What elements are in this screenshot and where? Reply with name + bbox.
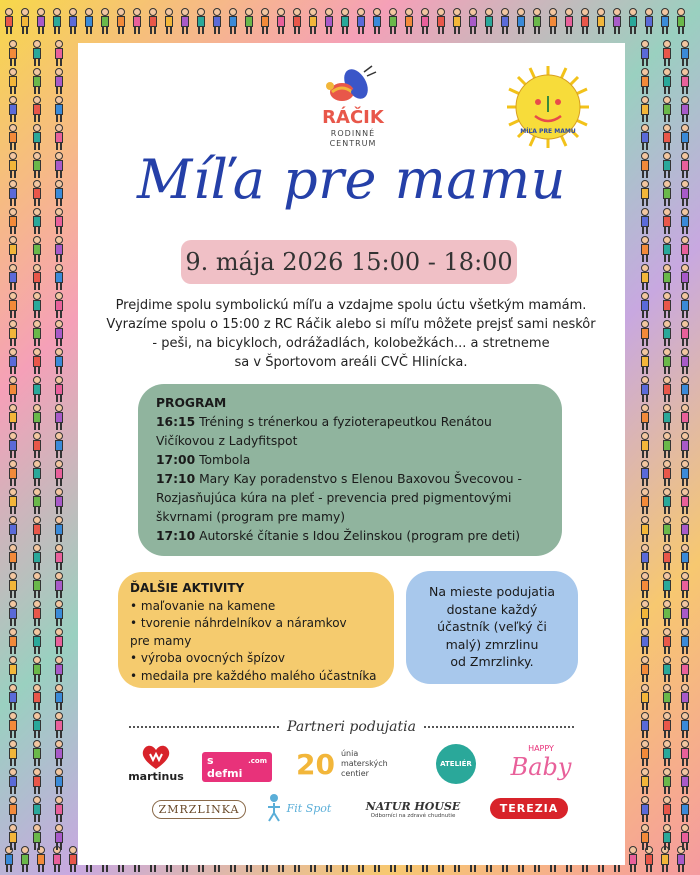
happy-baby-logo bbox=[504, 738, 578, 786]
border-child-figure bbox=[68, 846, 78, 872]
border-child-figure bbox=[680, 824, 690, 850]
racik-sub2: CENTRUM bbox=[329, 139, 377, 148]
border-child-figure bbox=[680, 544, 690, 570]
terezia-text: TEREZIA bbox=[499, 801, 559, 815]
border-child-figure bbox=[8, 180, 18, 206]
border-child-figure bbox=[8, 264, 18, 290]
border-child-figure bbox=[54, 824, 64, 850]
border-child-figure bbox=[662, 600, 672, 626]
gift-line: od Zmrzlinky. bbox=[450, 654, 534, 669]
racik-name: RÁČIK bbox=[322, 107, 384, 128]
border-child-figure bbox=[640, 488, 650, 514]
intro-text bbox=[95, 296, 607, 372]
border-child-figure bbox=[32, 544, 42, 570]
program-item bbox=[156, 527, 544, 546]
border-child-figure bbox=[680, 768, 690, 794]
unia-number: 20 bbox=[296, 747, 335, 781]
border-child-figure bbox=[8, 628, 18, 654]
border-child-figure bbox=[662, 348, 672, 374]
naturhouse-logo bbox=[356, 794, 470, 824]
border-child-figure bbox=[640, 404, 650, 430]
border-child-figure bbox=[640, 544, 650, 570]
gift-line: Na mieste podujatia bbox=[428, 584, 555, 599]
border-child-figure bbox=[8, 320, 18, 346]
border-child-figure bbox=[640, 628, 650, 654]
gift-line: dostane každý bbox=[446, 601, 538, 617]
border-child-figure bbox=[32, 684, 42, 710]
border-child-figure bbox=[32, 208, 42, 234]
border-child-figure bbox=[662, 572, 672, 598]
racik-logo bbox=[318, 62, 388, 157]
border-child-figure bbox=[564, 8, 574, 34]
border-child-figure bbox=[516, 8, 526, 34]
border-child-figure bbox=[628, 846, 638, 872]
border-child-figure bbox=[32, 348, 42, 374]
border-child-figure bbox=[54, 124, 64, 150]
border-child-figure bbox=[54, 180, 64, 206]
border-child-figure bbox=[276, 8, 286, 34]
border-child-figure bbox=[662, 516, 672, 542]
border-child-figure bbox=[132, 8, 142, 34]
border-child-figure bbox=[8, 656, 18, 682]
border-child-figure bbox=[32, 460, 42, 486]
border-child-figure bbox=[164, 8, 174, 34]
border-child-figure bbox=[680, 40, 690, 66]
unia-text: centier bbox=[340, 769, 369, 778]
border-child-figure bbox=[54, 292, 64, 318]
border-child-figure bbox=[8, 124, 18, 150]
border-child-figure bbox=[680, 96, 690, 122]
program-time: 17:10 bbox=[156, 472, 196, 486]
border-child-figure bbox=[32, 320, 42, 346]
border-child-figure bbox=[32, 628, 42, 654]
border-child-figure bbox=[680, 236, 690, 262]
sdefmi-logo bbox=[202, 752, 272, 782]
border-child-figure bbox=[680, 376, 690, 402]
border-child-figure bbox=[32, 68, 42, 94]
border-child-figure bbox=[640, 768, 650, 794]
border-child-figure bbox=[680, 432, 690, 458]
border-child-figure bbox=[8, 432, 18, 458]
border-child-figure bbox=[640, 180, 650, 206]
border-child-figure bbox=[680, 460, 690, 486]
border-child-figure bbox=[680, 656, 690, 682]
program-box bbox=[138, 384, 562, 556]
border-child-figure bbox=[244, 8, 254, 34]
border-child-figure bbox=[662, 376, 672, 402]
border-child-figure bbox=[52, 8, 62, 34]
border-child-figure bbox=[212, 8, 222, 34]
border-child-figure bbox=[32, 40, 42, 66]
border-child-figure bbox=[54, 236, 64, 262]
intro-line: - peši, na bicykloch, odrážadlách, kolobežkách... a stretneme bbox=[152, 336, 550, 351]
border-child-figure bbox=[54, 40, 64, 66]
border-child-figure bbox=[54, 348, 64, 374]
naturhouse-subtext: Odborníci na zdravé chudnutie bbox=[370, 812, 456, 819]
border-child-figure bbox=[662, 488, 672, 514]
border-child-figure bbox=[680, 516, 690, 542]
border-child-figure bbox=[640, 712, 650, 738]
border-child-figure bbox=[680, 292, 690, 318]
border-child-figure bbox=[662, 460, 672, 486]
border-child-figure bbox=[8, 740, 18, 766]
intro-line: Prejdime spolu symbolickú míľu a vzdajme spolu úctu všetkým mamám. bbox=[115, 298, 587, 313]
border-child-figure bbox=[8, 152, 18, 178]
intro-line: Vyrazíme spolu o 15:00 z RC Ráčik alebo si míľu môžete prejsť sami neskôr bbox=[106, 317, 596, 332]
program-time: 17:00 bbox=[156, 453, 196, 467]
border-child-figure bbox=[640, 348, 650, 374]
border-child-figure bbox=[596, 8, 606, 34]
atelier-text: ATELIÉR bbox=[440, 760, 472, 768]
program-desc: Mary Kay poradenstvo s Elenou Baxovou Švecovou - bbox=[195, 472, 522, 486]
border-child-figure bbox=[662, 432, 672, 458]
border-child-figure bbox=[32, 432, 42, 458]
border-child-figure bbox=[662, 656, 672, 682]
program-desc-cont: škvrnami (program pre mamy) bbox=[156, 510, 346, 524]
terezia-logo bbox=[486, 795, 572, 821]
border-child-figure bbox=[640, 376, 650, 402]
program-item bbox=[156, 413, 544, 432]
border-child-figure bbox=[640, 740, 650, 766]
border-child-figure bbox=[8, 68, 18, 94]
border-child-figure bbox=[32, 712, 42, 738]
border-child-figure bbox=[196, 8, 206, 34]
event-date: 9. mája 2026 15:00 - 18:00 bbox=[181, 240, 517, 284]
border-child-figure bbox=[32, 600, 42, 626]
gift-line: účastník (veľký či bbox=[437, 619, 547, 634]
atelier-logo bbox=[433, 741, 479, 787]
ice-cream-info-box bbox=[406, 571, 578, 684]
border-child-figure bbox=[8, 516, 18, 542]
activity-line: • výroba ovocných špízov bbox=[130, 651, 285, 665]
intro-line: sa v Športovom areáli CVČ Hlinícka. bbox=[234, 355, 468, 370]
border-child-figure bbox=[676, 8, 686, 34]
border-child-figure bbox=[54, 796, 64, 822]
border-child-figure bbox=[680, 124, 690, 150]
border-child-figure bbox=[32, 124, 42, 150]
program-desc-cont: Vičíkovou z Ladyfitspot bbox=[156, 434, 298, 448]
border-child-figure bbox=[640, 516, 650, 542]
unia-materskych-centier-logo bbox=[296, 744, 406, 784]
border-child-figure bbox=[640, 796, 650, 822]
happy-text: HAPPY bbox=[528, 743, 554, 753]
border-child-figure bbox=[54, 740, 64, 766]
heart-icon bbox=[141, 744, 171, 770]
border-child-figure bbox=[640, 572, 650, 598]
border-child-figure bbox=[54, 208, 64, 234]
border-child-figure bbox=[54, 488, 64, 514]
program-item bbox=[156, 451, 544, 470]
border-child-figure bbox=[680, 208, 690, 234]
border-child-figure bbox=[372, 8, 382, 34]
border-child-figure bbox=[662, 796, 672, 822]
sdefmi-text: s defmi bbox=[207, 754, 243, 780]
border-child-figure bbox=[640, 824, 650, 850]
border-child-figure bbox=[662, 292, 672, 318]
border-child-figure bbox=[662, 320, 672, 346]
border-child-figure bbox=[640, 40, 650, 66]
border-child-figure bbox=[308, 8, 318, 34]
border-child-figure bbox=[662, 544, 672, 570]
border-child-figure bbox=[662, 404, 672, 430]
border-child-figure bbox=[8, 208, 18, 234]
partners-title: Partneri podujatia bbox=[287, 719, 416, 735]
border-child-figure bbox=[36, 8, 46, 34]
border-child-figure bbox=[8, 712, 18, 738]
border-child-figure bbox=[54, 376, 64, 402]
border-child-figure bbox=[32, 488, 42, 514]
border-child-figure bbox=[662, 124, 672, 150]
border-child-figure bbox=[680, 684, 690, 710]
activities-heading: ĎALŠIE AKTIVITY bbox=[130, 581, 245, 595]
border-child-figure bbox=[628, 8, 638, 34]
border-child-figure bbox=[532, 8, 542, 34]
border-child-figure bbox=[54, 264, 64, 290]
border-child-figure bbox=[32, 404, 42, 430]
border-child-figure bbox=[644, 8, 654, 34]
sun-icon bbox=[505, 64, 591, 150]
border-child-figure bbox=[260, 8, 270, 34]
border-child-figure bbox=[640, 656, 650, 682]
border-child-figure bbox=[662, 180, 672, 206]
border-child-figure bbox=[8, 572, 18, 598]
border-child-figure bbox=[548, 8, 558, 34]
border-child-figure bbox=[680, 320, 690, 346]
border-child-figure bbox=[32, 740, 42, 766]
border-child-figure bbox=[452, 8, 462, 34]
border-child-figure bbox=[662, 768, 672, 794]
mila-pre-mamu-sun-logo bbox=[505, 64, 591, 150]
border-child-figure bbox=[32, 152, 42, 178]
border-child-figure bbox=[8, 40, 18, 66]
border-child-figure bbox=[54, 684, 64, 710]
border-child-figure bbox=[32, 572, 42, 598]
border-child-figure bbox=[54, 516, 64, 542]
partners-heading bbox=[78, 716, 625, 738]
program-desc: Tombola bbox=[195, 453, 251, 467]
border-child-figure bbox=[8, 488, 18, 514]
border-child-figure bbox=[680, 740, 690, 766]
border-child-figure bbox=[356, 8, 366, 34]
program-time: 17:10 bbox=[156, 529, 196, 543]
sun-ring-text: MÍĽA PRE MAMU bbox=[520, 128, 576, 135]
border-child-figure bbox=[32, 96, 42, 122]
border-child-figure bbox=[640, 152, 650, 178]
martinus-text: martinus bbox=[128, 769, 184, 783]
border-child-figure bbox=[680, 152, 690, 178]
border-child-figure bbox=[54, 404, 64, 430]
program-desc: Tréning s trénerkou a fyzioterapeutkou Renátou bbox=[195, 415, 492, 429]
zmrzlinka-text: ZMRZLINKA bbox=[158, 802, 240, 816]
border-child-figure bbox=[180, 8, 190, 34]
border-child-figure bbox=[8, 824, 18, 850]
program-time: 16:15 bbox=[156, 415, 196, 429]
border-child-figure bbox=[8, 796, 18, 822]
border-child-figure bbox=[404, 8, 414, 34]
program-desc-cont: Rozjasňujúca kúra na pleť - prevencia pred pigmentovými bbox=[156, 491, 512, 505]
border-child-figure bbox=[20, 8, 30, 34]
border-child-figure bbox=[680, 264, 690, 290]
border-child-figure bbox=[32, 236, 42, 262]
border-child-figure bbox=[68, 8, 78, 34]
border-child-figure bbox=[32, 796, 42, 822]
border-child-figure bbox=[54, 96, 64, 122]
border-child-figure bbox=[420, 8, 430, 34]
fitspot-text: Fit Spot bbox=[286, 801, 332, 815]
border-child-figure bbox=[484, 8, 494, 34]
border-child-figure bbox=[662, 40, 672, 66]
program-heading: PROGRAM bbox=[156, 396, 227, 410]
border-child-figure bbox=[20, 846, 30, 872]
border-child-figure bbox=[54, 432, 64, 458]
border-child-figure bbox=[32, 768, 42, 794]
fitspot-logo bbox=[262, 790, 334, 826]
border-child-figure bbox=[436, 8, 446, 34]
border-child-figure bbox=[662, 712, 672, 738]
border-child-figure bbox=[8, 376, 18, 402]
border-child-figure bbox=[292, 8, 302, 34]
border-child-figure bbox=[612, 8, 622, 34]
border-child-figure bbox=[32, 824, 42, 850]
border-child-figure bbox=[640, 264, 650, 290]
border-child-figure bbox=[8, 544, 18, 570]
border-child-figure bbox=[640, 600, 650, 626]
border-child-figure bbox=[580, 8, 590, 34]
border-child-figure bbox=[340, 8, 350, 34]
naturhouse-text: NATUR HOUSE bbox=[365, 799, 461, 813]
border-child-figure bbox=[8, 460, 18, 486]
border-child-figure bbox=[8, 96, 18, 122]
border-child-figure bbox=[116, 8, 126, 34]
border-child-figure bbox=[4, 8, 14, 34]
border-child-figure bbox=[640, 684, 650, 710]
border-child-figure bbox=[680, 796, 690, 822]
border-child-figure bbox=[680, 404, 690, 430]
baby-text: Baby bbox=[510, 752, 572, 781]
border-child-figure bbox=[660, 8, 670, 34]
program-desc: Autorské čítanie s Idou Želinskou (program pre deti) bbox=[195, 529, 521, 543]
border-child-figure bbox=[680, 180, 690, 206]
unia-text: únia bbox=[340, 749, 359, 758]
border-child-figure bbox=[54, 572, 64, 598]
border-child-figure bbox=[228, 8, 238, 34]
border-child-figure bbox=[680, 488, 690, 514]
border-child-figure bbox=[388, 8, 398, 34]
border-child-figure bbox=[662, 264, 672, 290]
border-child-figure bbox=[54, 768, 64, 794]
border-child-figure bbox=[640, 432, 650, 458]
border-child-figure bbox=[148, 8, 158, 34]
border-child-figure bbox=[8, 600, 18, 626]
border-child-figure bbox=[324, 8, 334, 34]
border-child-figure bbox=[54, 320, 64, 346]
border-child-figure bbox=[662, 236, 672, 262]
border-child-figure bbox=[662, 68, 672, 94]
border-child-figure bbox=[100, 8, 110, 34]
divider bbox=[424, 726, 574, 728]
sdefmi-tld: .com bbox=[248, 757, 267, 765]
border-child-figure bbox=[54, 460, 64, 486]
gift-line: malý) zmrzlinu bbox=[445, 636, 539, 652]
border-child-figure bbox=[640, 320, 650, 346]
activities-box bbox=[118, 572, 394, 688]
border-child-figure bbox=[640, 208, 650, 234]
border-child-figure bbox=[8, 684, 18, 710]
border-child-figure bbox=[54, 656, 64, 682]
border-child-figure bbox=[32, 264, 42, 290]
martinus-logo bbox=[126, 740, 186, 786]
event-title: Míľa pre mamu bbox=[137, 148, 566, 211]
border-child-figure bbox=[32, 656, 42, 682]
border-child-figure bbox=[640, 68, 650, 94]
border-child-figure bbox=[662, 96, 672, 122]
border-child-figure bbox=[680, 68, 690, 94]
border-child-figure bbox=[680, 348, 690, 374]
border-child-figure bbox=[640, 292, 650, 318]
program-item bbox=[156, 470, 544, 489]
racik-sub1: RODINNÉ bbox=[330, 129, 376, 138]
divider bbox=[129, 726, 279, 728]
border-child-figure bbox=[468, 8, 478, 34]
activity-line: • tvorenie náhrdelníkov a náramkov bbox=[130, 616, 347, 630]
border-child-figure bbox=[54, 544, 64, 570]
border-child-figure bbox=[680, 712, 690, 738]
border-child-figure bbox=[640, 124, 650, 150]
border-child-figure bbox=[640, 96, 650, 122]
unia-text: materských bbox=[340, 759, 388, 768]
border-child-figure bbox=[662, 628, 672, 654]
activity-line: pre mamy bbox=[130, 633, 192, 648]
border-child-figure bbox=[54, 152, 64, 178]
border-child-figure bbox=[54, 600, 64, 626]
border-child-figure bbox=[54, 68, 64, 94]
border-child-figure bbox=[32, 376, 42, 402]
border-child-figure bbox=[54, 712, 64, 738]
border-child-figure bbox=[662, 684, 672, 710]
border-child-figure bbox=[500, 8, 510, 34]
border-child-figure bbox=[640, 460, 650, 486]
border-child-figure bbox=[32, 516, 42, 542]
zmrzlinka-logo bbox=[158, 794, 240, 824]
activity-line: • medaila pre každého malého účastníka bbox=[130, 668, 377, 683]
border-child-figure bbox=[54, 628, 64, 654]
border-child-figure bbox=[8, 348, 18, 374]
border-child-figure bbox=[662, 740, 672, 766]
border-child-figure bbox=[680, 572, 690, 598]
border-child-figure bbox=[8, 768, 18, 794]
border-child-figure bbox=[662, 152, 672, 178]
border-child-figure bbox=[32, 180, 42, 206]
fitspot-figure-icon bbox=[265, 793, 283, 823]
border-child-figure bbox=[8, 236, 18, 262]
border-child-figure bbox=[662, 824, 672, 850]
border-child-figure bbox=[680, 600, 690, 626]
border-child-figure bbox=[8, 292, 18, 318]
border-child-figure bbox=[84, 8, 94, 34]
border-child-figure bbox=[662, 208, 672, 234]
border-child-figure bbox=[640, 236, 650, 262]
border-child-figure bbox=[32, 292, 42, 318]
activity-line: • maľovanie na kamene bbox=[130, 598, 276, 613]
border-child-figure bbox=[680, 628, 690, 654]
border-child-figure bbox=[8, 404, 18, 430]
